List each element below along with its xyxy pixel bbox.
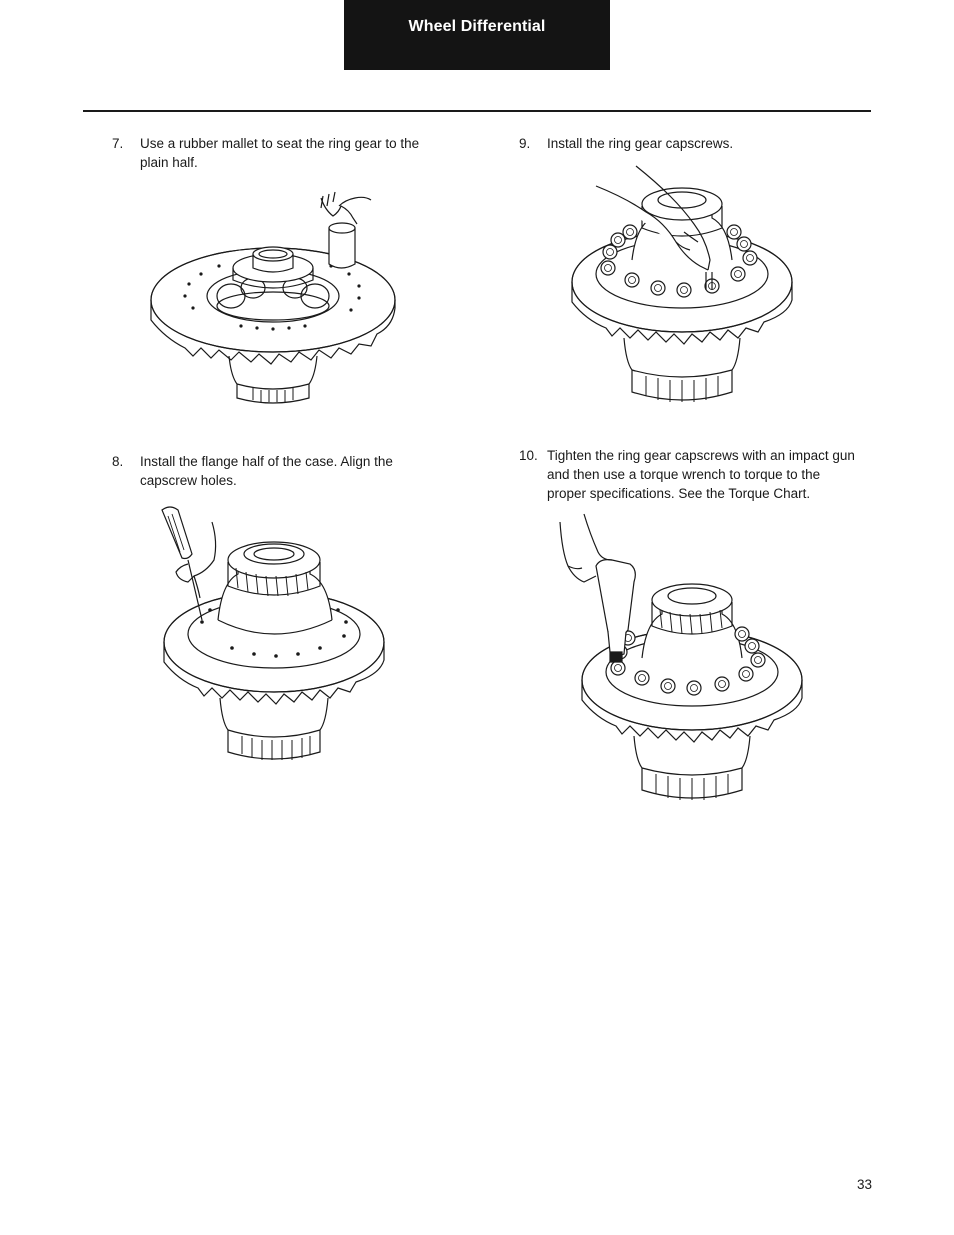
step-text: Install the flange half of the case. Align the capscrew holes. bbox=[140, 454, 393, 488]
step-text: Use a rubber mallet to seat the ring gear to the plain half. bbox=[140, 136, 420, 170]
section-title: Wheel Differential bbox=[408, 18, 546, 35]
section-header-tab bbox=[344, 0, 610, 70]
capscrew-installation-illustration bbox=[566, 162, 798, 412]
step-text: Tighten the ring gear capscrews with an impact gun and then use a torque wrench to torque to the proper specifications. See the Torque Chart. bbox=[547, 448, 855, 501]
step-7 bbox=[112, 134, 452, 174]
step-number: 10. bbox=[519, 448, 538, 463]
step-number: 8. bbox=[112, 454, 124, 469]
step-10 bbox=[519, 446, 864, 506]
page-number: 33 bbox=[856, 1177, 872, 1192]
header-divider bbox=[83, 110, 871, 112]
impact-gun-tightening-illustration bbox=[556, 512, 808, 808]
mallet-seating-ring-gear-illustration bbox=[145, 188, 405, 408]
step-number: 9. bbox=[519, 136, 531, 151]
step-number: 7. bbox=[112, 136, 124, 151]
step-9 bbox=[519, 134, 859, 154]
flange-half-alignment-illustration bbox=[158, 502, 390, 770]
step-8 bbox=[112, 452, 457, 492]
step-text: Install the ring gear capscrews. bbox=[547, 136, 734, 151]
